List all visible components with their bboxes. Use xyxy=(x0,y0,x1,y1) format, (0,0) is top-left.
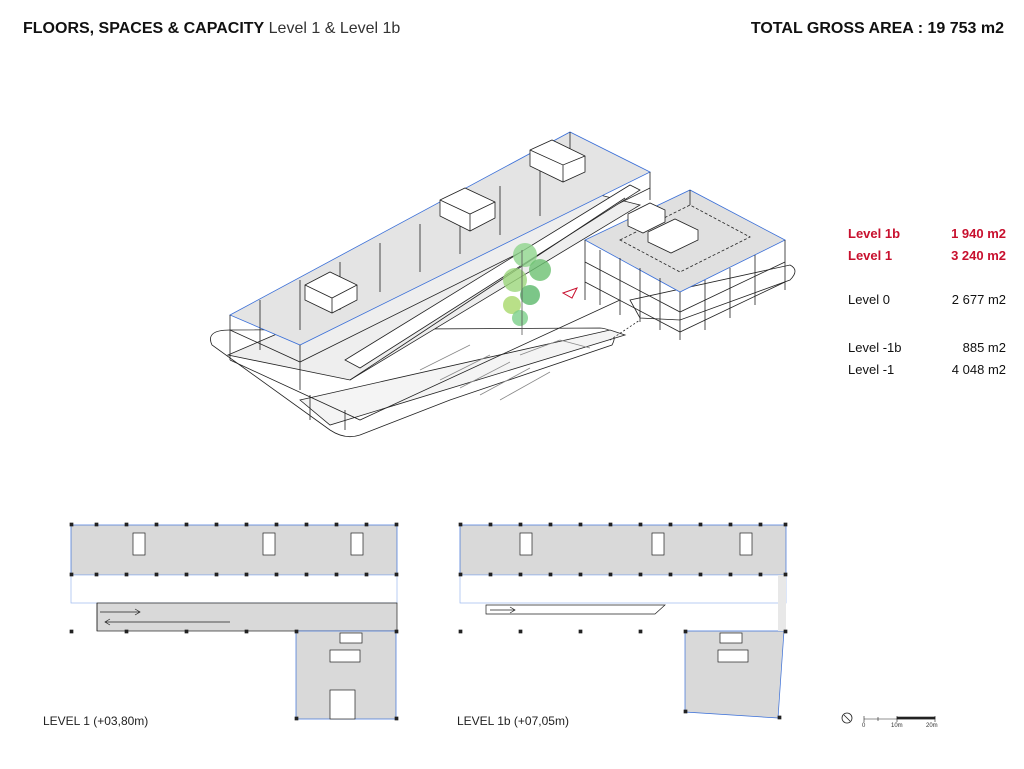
level-area: 4 048 m2 xyxy=(951,362,1006,377)
total-area-label: TOTAL GROSS AREA : xyxy=(750,20,924,37)
scale-bar xyxy=(864,716,935,722)
plan-level-1b-caption: LEVEL 1b (+07,05m) xyxy=(457,714,569,728)
level-name: Level 1b xyxy=(848,226,901,241)
scale-tick-label: 10m xyxy=(891,723,903,729)
plan-level-1-caption: LEVEL 1 (+03,80m) xyxy=(43,714,149,728)
level-area: 1 940 m2 xyxy=(951,226,1006,241)
north-arrow-icon xyxy=(842,713,852,723)
title-subtitle: Level 1 & Level 1b xyxy=(268,20,401,37)
level-name: Level -1 xyxy=(848,362,895,377)
level-name: Level 1 xyxy=(848,248,893,263)
scale-tick-label: 0 xyxy=(862,723,866,729)
level-area: 2 677 m2 xyxy=(951,292,1006,307)
level-name: Level 0 xyxy=(848,292,890,307)
total-area-value: 19 753 m2 xyxy=(927,20,1004,37)
level-name: Level -1b xyxy=(848,340,902,355)
title-bold: FLOORS, SPACES & CAPACITY xyxy=(23,20,265,37)
scale-tick-label: 20m xyxy=(926,723,938,729)
level-area: 3 240 m2 xyxy=(951,248,1006,263)
level-area: 885 m2 xyxy=(962,340,1006,355)
